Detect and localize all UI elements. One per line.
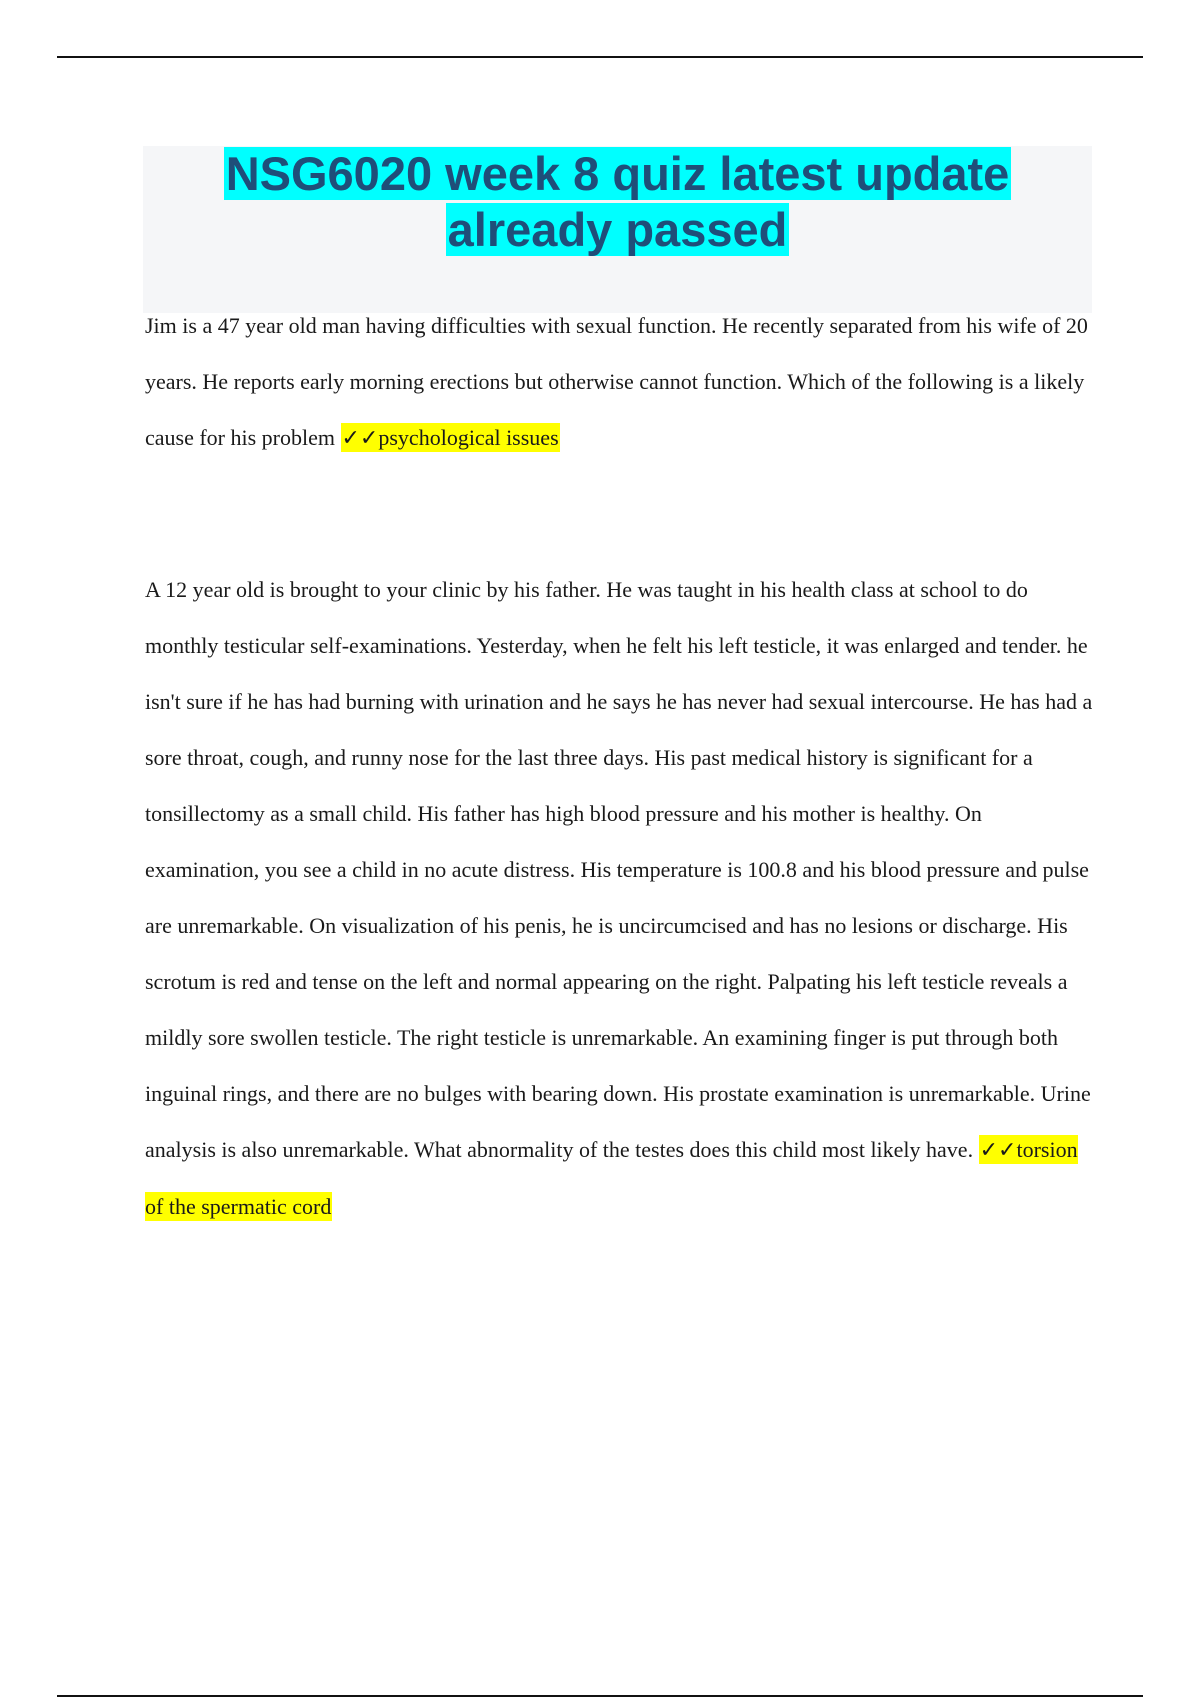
- answer-2-text: torsion of the spermatic cord: [145, 1137, 1078, 1219]
- title-line-1: NSG6020 week 8 quiz latest update: [225, 147, 1010, 200]
- question-1: [145, 298, 1095, 467]
- title-line-2: already passed: [447, 203, 788, 256]
- answer-1-highlight: [341, 423, 560, 452]
- bottom-rule: [57, 1695, 1143, 1697]
- question-2: [145, 562, 1095, 1235]
- answer-1-text: psychological issues: [378, 425, 559, 450]
- document-title: [143, 146, 1092, 258]
- double-check-icon: ✓✓: [979, 1138, 1017, 1163]
- double-check-icon: ✓✓: [341, 426, 379, 451]
- top-rule: [57, 56, 1143, 58]
- title-banner: [143, 146, 1092, 313]
- question-2-text: A 12 year old is brought to your clinic by his father. He was taught in his health class at school to do monthly testicular self-examinations. Yesterday, when he felt his left testicle, it was enlarged and tender. he isn't sure if he has had burning with urination and he says he has never had sexual intercourse. He has had a sore throat, cough, and runny nose for the last three days. His past medical history is significant for a tonsillectomy as a small child. His father has high blood pressure and his mother is healthy. On examination, you see a child in no acute distress. His temperature is 100.8 and his blood pressure and pulse are unremarkable. On visualization of his penis, he is uncircumcised and has no lesions or discharge. His scrotum is red and tense on the left and normal appearing on the right. Palpating his left testicle reveals a mildly sore swollen testicle. The right testicle is unremarkable. An examining finger is put through both inguinal rings, and there are no bulges with bearing down. His prostate examination is unremarkable. Urine analysis is also unremarkable. What abnormality of the testes does this child most likely have.: [145, 577, 1093, 1162]
- question-1-text: Jim is a 47 year old man having difficulties with sexual function. He recently separated from his wife of 20 years. He reports early morning erections but otherwise cannot function. Which of the following is a likely cause for his problem: [145, 313, 1088, 450]
